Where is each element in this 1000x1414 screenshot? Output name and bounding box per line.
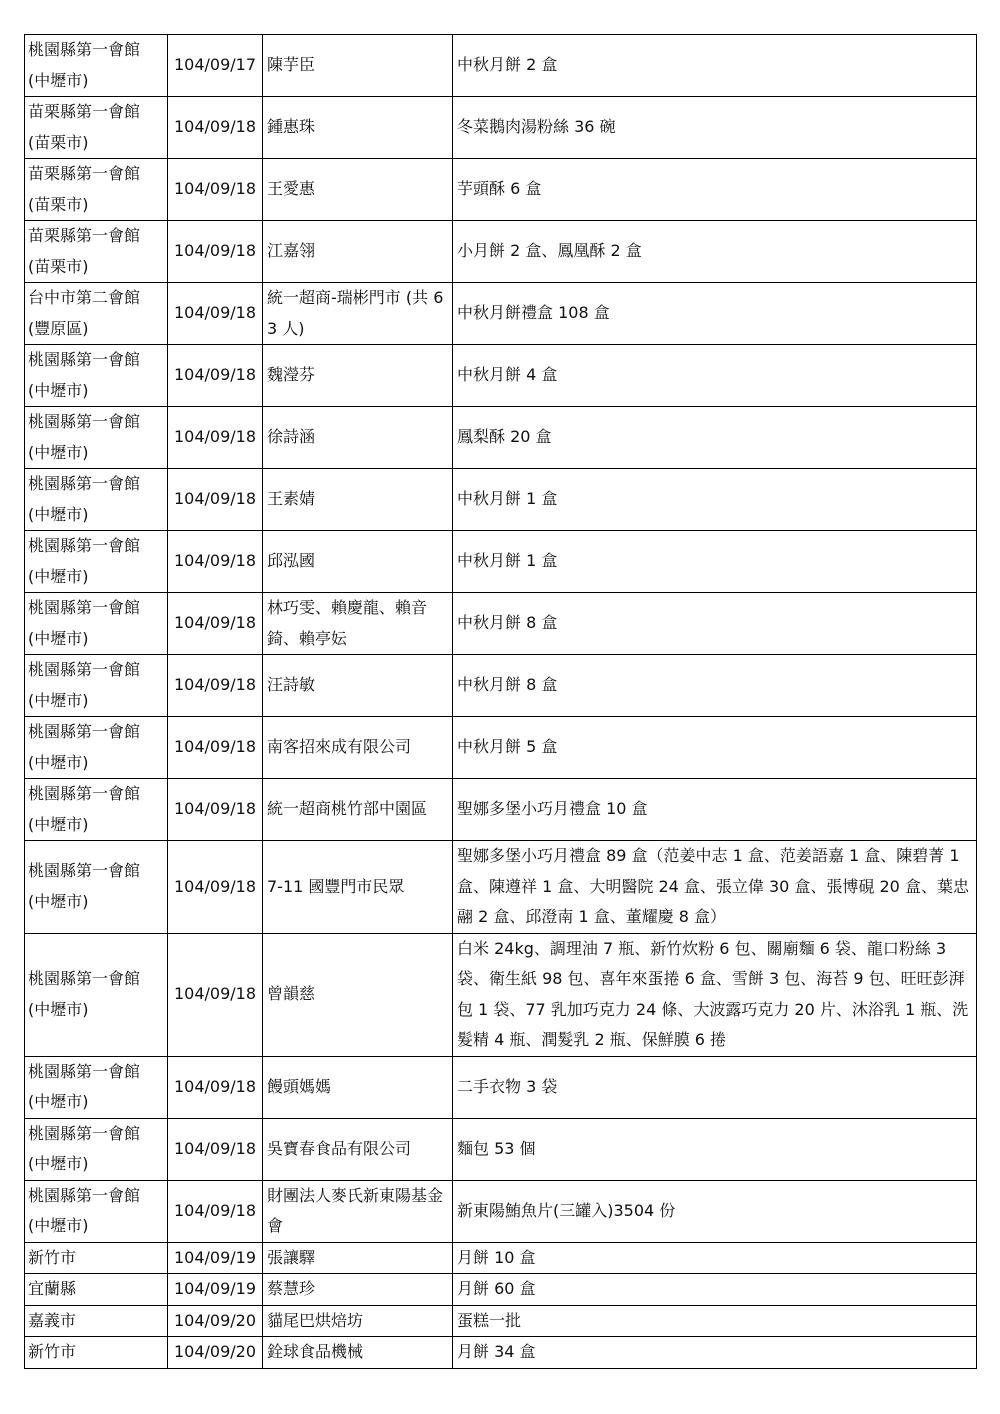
donor-cell (263, 469, 453, 531)
location-text: (中壢市) (28, 752, 89, 772)
donor-text: 汪詩敏 (267, 675, 316, 695)
location-cell (25, 469, 168, 531)
items-text: 中秋月餅 8 盒 (457, 613, 558, 633)
donor-cell (263, 655, 453, 717)
table-row (25, 933, 977, 1056)
location-text: 新竹市 (28, 1247, 77, 1267)
table-row (25, 97, 977, 159)
location-text: 嘉義市 (28, 1310, 77, 1330)
donation-table-body (25, 35, 977, 1369)
location-text: (中壢市) (28, 380, 89, 400)
date-cell (168, 1118, 263, 1180)
location-text: (中壢市) (28, 442, 89, 462)
location-text: 桃園縣第一會館 (28, 350, 141, 369)
location-cell (25, 1337, 168, 1369)
location-cell (25, 655, 168, 717)
donor-text: 銓球食品機械 (267, 1342, 364, 1361)
donor-cell (263, 97, 453, 159)
table-row (25, 345, 977, 407)
table-row (25, 841, 977, 934)
location-text: 新竹市 (28, 1342, 77, 1361)
location-cell (25, 97, 168, 159)
location-cell (25, 35, 168, 97)
table-row (25, 1118, 977, 1180)
items-text: 中秋月餅 5 盒 (457, 737, 558, 757)
donor-cell (263, 1118, 453, 1180)
donor-text: 蔡慧珍 (267, 1279, 316, 1298)
table-row (25, 1337, 977, 1369)
date-cell (168, 1274, 263, 1306)
items-text: 月餅 34 盒 (457, 1342, 536, 1361)
table-row (25, 531, 977, 593)
items-text: 鳳梨酥 20 盒 (457, 427, 552, 447)
donor-text: 貓尾巴烘焙坊 (267, 1310, 364, 1330)
donor-text: 南客招來成有限公司 (267, 737, 412, 757)
location-text: (中壢市) (28, 504, 89, 524)
donor-cell (263, 779, 453, 841)
table-row (25, 35, 977, 97)
items-cell (453, 1274, 977, 1306)
items-text: 麵包 53 個 (457, 1138, 536, 1158)
location-text: 苗栗縣第一會館 (28, 164, 141, 183)
location-text: (中壢市) (28, 1154, 89, 1173)
location-text: 桃園縣第一會館 (28, 1061, 141, 1081)
location-text: (苗栗市) (28, 132, 89, 152)
items-text: 月餅 60 盒 (457, 1279, 536, 1298)
location-cell (25, 779, 168, 841)
items-cell (453, 1305, 977, 1337)
items-cell (453, 531, 977, 593)
items-text: 中秋月餅 1 盒 (457, 551, 558, 571)
donor-text: 王愛惠 (267, 179, 316, 199)
table-row (25, 469, 977, 531)
location-text: 桃園縣第一會館 (28, 536, 141, 555)
donor-cell (263, 159, 453, 221)
date-text: 104/09/18 (173, 241, 257, 261)
date-cell (168, 1305, 263, 1337)
date-cell (168, 1337, 263, 1369)
donor-cell (263, 593, 453, 655)
items-text: 新東陽鮪魚片(三罐入)3504 份 (457, 1200, 676, 1220)
donor-cell (263, 407, 453, 469)
location-text: (中壢市) (28, 566, 89, 586)
location-cell (25, 407, 168, 469)
table-row (25, 407, 977, 469)
donor-text: 陳芋臣 (267, 55, 316, 75)
donor-text: 吳寶春食品有限公司 (267, 1138, 412, 1158)
items-cell (453, 1242, 977, 1274)
items-cell (453, 841, 977, 934)
location-text: 桃園縣第一會館 (28, 784, 141, 803)
location-cell (25, 1056, 168, 1118)
donor-cell (263, 1337, 453, 1369)
date-text: 104/09/19 (173, 1279, 257, 1298)
date-cell (168, 779, 263, 841)
location-text: 苗栗縣第一會館 (28, 226, 141, 245)
items-text: 中秋月餅 1 盒 (457, 489, 558, 509)
items-cell (453, 221, 977, 283)
items-cell (453, 655, 977, 717)
items-cell (453, 1337, 977, 1369)
table-row (25, 1242, 977, 1274)
items-text: 聖娜多堡小巧月禮盒 10 盒 (457, 799, 648, 819)
date-cell (168, 717, 263, 779)
items-text: 小月餅 2 盒、鳳凰酥 2 盒 (457, 241, 642, 261)
table-row (25, 1180, 977, 1242)
items-text: 中秋月餅 2 盒 (457, 55, 558, 75)
donor-cell (263, 345, 453, 407)
date-cell (168, 35, 263, 97)
location-cell (25, 1305, 168, 1337)
location-cell (25, 1180, 168, 1242)
table-row (25, 779, 977, 841)
location-cell (25, 531, 168, 593)
items-cell (453, 593, 977, 655)
items-cell (453, 1118, 977, 1180)
donation-table (24, 34, 977, 1369)
donor-cell (263, 283, 453, 345)
date-cell (168, 221, 263, 283)
location-cell (25, 1118, 168, 1180)
date-text: 104/09/18 (173, 1200, 257, 1220)
donor-cell (263, 35, 453, 97)
date-cell (168, 841, 263, 934)
donor-cell (263, 1180, 453, 1242)
items-text: 月餅 10 盒 (457, 1247, 536, 1267)
items-cell (453, 1056, 977, 1118)
date-text: 104/09/18 (173, 876, 257, 896)
table-row (25, 1274, 977, 1306)
location-cell (25, 221, 168, 283)
donor-text: 饅頭媽媽 (267, 1076, 332, 1096)
location-cell (25, 841, 168, 934)
date-text: 104/09/20 (173, 1342, 257, 1361)
date-cell (168, 1056, 263, 1118)
donor-text: 王素婧 (267, 489, 316, 509)
date-cell (168, 933, 263, 1056)
location-cell (25, 717, 168, 779)
donor-cell (263, 841, 453, 934)
date-text: 104/09/18 (173, 489, 257, 509)
donor-text: 江嘉翎 (267, 241, 316, 261)
location-text: (豐原區) (28, 318, 89, 338)
location-text: 桃園縣第一會館 (28, 722, 141, 741)
date-cell (168, 469, 263, 531)
donor-text: 魏瀅芬 (267, 365, 316, 385)
donor-cell (263, 1056, 453, 1118)
donor-text: 統一超商桃竹部中園區 (267, 799, 428, 819)
date-cell (168, 1242, 263, 1274)
date-text: 104/09/18 (173, 1076, 257, 1096)
items-cell (453, 345, 977, 407)
donor-text: 曾韻慈 (267, 984, 316, 1004)
date-cell (168, 97, 263, 159)
donor-cell (263, 933, 453, 1056)
date-cell (168, 1180, 263, 1242)
donor-text: 邱泓國 (267, 551, 316, 571)
date-cell (168, 531, 263, 593)
date-text: 104/09/18 (173, 613, 257, 633)
location-text: (中壢市) (28, 814, 89, 834)
table-row (25, 655, 977, 717)
location-text: (苗栗市) (28, 194, 89, 214)
items-cell (453, 469, 977, 531)
date-text: 104/09/18 (173, 303, 257, 323)
location-text: 桃園縣第一會館 (28, 412, 141, 431)
donor-text: 林巧雯、賴慶龍、賴音錡、賴亭妘 (267, 598, 428, 648)
donor-text: 張讓驛 (267, 1247, 316, 1267)
date-text: 104/09/18 (173, 551, 257, 571)
date-cell (168, 345, 263, 407)
location-cell (25, 159, 168, 221)
table-row (25, 1305, 977, 1337)
location-text: 台中市第二會館 (28, 288, 141, 307)
location-text: (中壢市) (28, 628, 89, 648)
table-row (25, 159, 977, 221)
date-text: 104/09/18 (173, 799, 257, 819)
items-text: 白米 24kg、調理油 7 瓶、新竹炊粉 6 包、關廟麵 6 袋、龍口粉絲 3 袋、衛生紙 98 包、喜年來蛋捲 6 盒、雪餅 3 包、海苔 9 包、旺旺彭湃包 1 袋、77 乳加巧克力 24 條、大波露巧克力 20 片、沐浴乳 1 瓶、洗髮精 4 瓶、潤髮乳 2 瓶、保鮮膜 6 捲 (457, 938, 969, 1049)
date-text: 104/09/18 (173, 427, 257, 447)
donor-text: 統一超商-瑞彬門市 (共 63 人) (267, 288, 444, 338)
items-cell (453, 779, 977, 841)
donor-text: 徐詩涵 (267, 427, 316, 447)
items-text: 芋頭酥 6 盒 (457, 179, 542, 199)
items-text: 中秋月餅 4 盒 (457, 365, 558, 385)
location-text: 桃園縣第一會館 (28, 861, 141, 881)
location-text: (中壢市) (28, 1216, 89, 1235)
location-text: (中壢市) (28, 891, 89, 911)
items-cell (453, 407, 977, 469)
location-text: (苗栗市) (28, 256, 89, 276)
donor-cell (263, 1242, 453, 1274)
location-text: 桃園縣第一會館 (28, 969, 141, 988)
date-text: 104/09/18 (173, 675, 257, 695)
items-cell (453, 717, 977, 779)
table-row (25, 221, 977, 283)
donation-table-sheet (24, 34, 976, 1369)
location-cell (25, 593, 168, 655)
location-text: 桃園縣第一會館 (28, 474, 141, 493)
date-text: 104/09/18 (173, 1138, 257, 1158)
location-cell (25, 283, 168, 345)
date-text: 104/09/18 (173, 365, 257, 385)
date-text: 104/09/18 (173, 179, 257, 199)
location-text: 桃園縣第一會館 (28, 40, 141, 59)
donor-text: 財團法人麥氏新東陽基金會 (267, 1185, 444, 1235)
items-cell (453, 1180, 977, 1242)
location-text: 桃園縣第一會館 (28, 1123, 141, 1143)
donor-text: 鍾惠珠 (267, 117, 316, 137)
location-text: (中壢市) (28, 999, 89, 1019)
location-text: 桃園縣第一會館 (28, 1185, 141, 1205)
date-text: 104/09/20 (173, 1310, 257, 1330)
date-text: 104/09/19 (173, 1247, 257, 1267)
location-cell (25, 345, 168, 407)
date-text: 104/09/17 (173, 55, 257, 75)
items-text: 中秋月餅 8 盒 (457, 675, 558, 695)
items-text: 二手衣物 3 袋 (457, 1076, 558, 1096)
date-text: 104/09/18 (173, 117, 257, 137)
table-row (25, 717, 977, 779)
items-cell (453, 35, 977, 97)
location-cell (25, 933, 168, 1056)
date-text: 104/09/18 (173, 737, 257, 757)
date-cell (168, 283, 263, 345)
table-row (25, 283, 977, 345)
location-text: 宜蘭縣 (28, 1279, 77, 1298)
donor-cell (263, 531, 453, 593)
date-cell (168, 159, 263, 221)
location-cell (25, 1274, 168, 1306)
location-text: 苗栗縣第一會館 (28, 102, 141, 121)
location-text: (中壢市) (28, 70, 89, 90)
location-text: (中壢市) (28, 1092, 89, 1111)
donor-cell (263, 717, 453, 779)
location-text: 桃園縣第一會館 (28, 598, 141, 617)
items-text: 聖娜多堡小巧月禮盒 89 盒（范姜中志 1 盒、范姜語嘉 1 盒、陳碧菁 1 盒、陳遵祥 1 盒、大明醫院 24 盒、張立偉 30 盒、張博硯 20 盒、葉忠翮 2 盒、邱澄南 1 盒、董耀慶 8 盒） (457, 846, 969, 926)
items-text: 冬菜鵝肉湯粉絲 36 碗 (457, 117, 616, 137)
donor-text: 7-11 國豐門市民眾 (267, 876, 405, 896)
items-cell (453, 97, 977, 159)
location-text: 桃園縣第一會館 (28, 660, 141, 679)
items-cell (453, 933, 977, 1056)
donor-cell (263, 1274, 453, 1306)
date-cell (168, 655, 263, 717)
donor-cell (263, 1305, 453, 1337)
location-cell (25, 1242, 168, 1274)
table-row (25, 1056, 977, 1118)
items-text: 中秋月餅禮盒 108 盒 (457, 303, 610, 323)
items-cell (453, 283, 977, 345)
date-cell (168, 407, 263, 469)
items-text: 蛋糕一批 (457, 1310, 522, 1330)
date-cell (168, 593, 263, 655)
donor-cell (263, 221, 453, 283)
location-text: (中壢市) (28, 690, 89, 710)
date-text: 104/09/18 (173, 984, 257, 1004)
table-row (25, 593, 977, 655)
items-cell (453, 159, 977, 221)
